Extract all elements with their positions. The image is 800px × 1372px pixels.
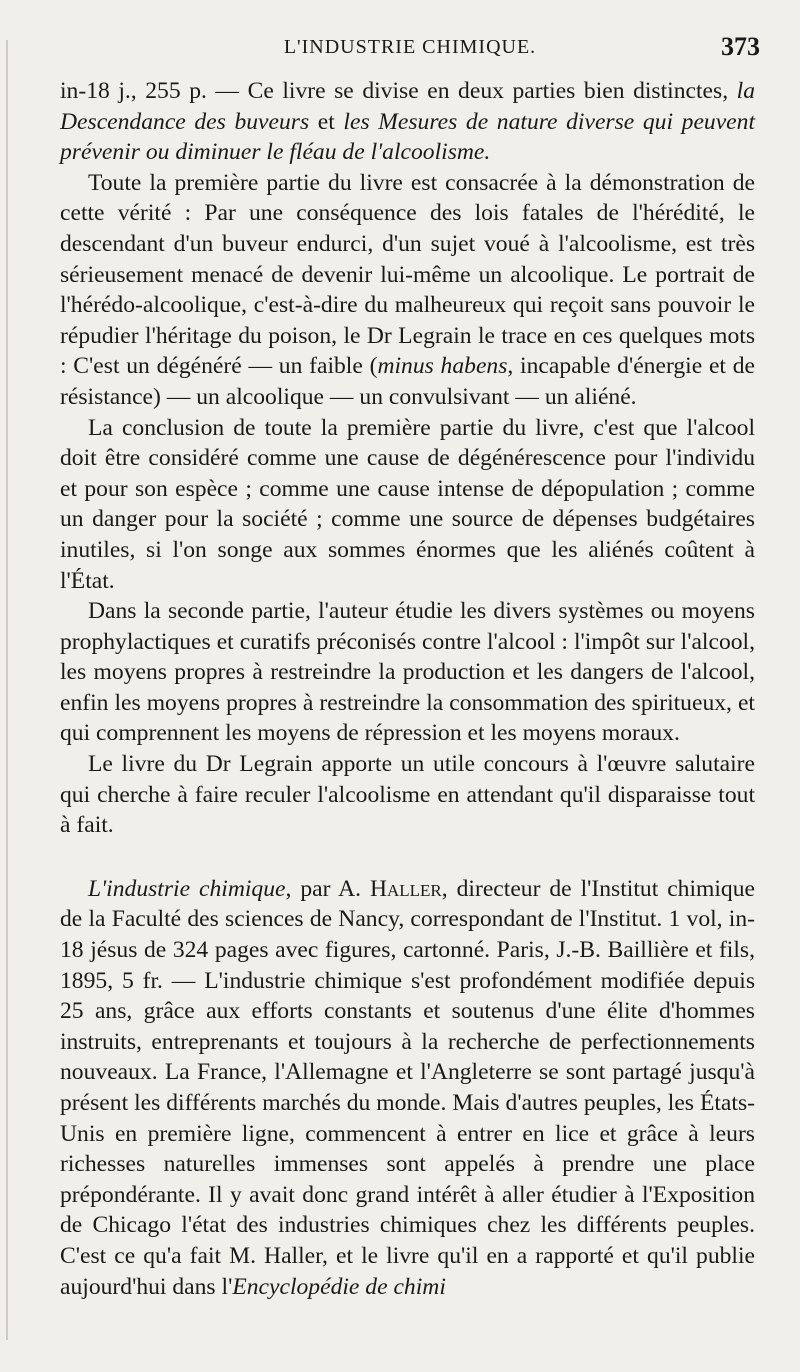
paragraph-2-text: Toute la première partie du livre est consacrée à la démonstration de cette vérité : Par une conséquence des lois fatales de l'hérédité, le descendant d'un buveur endurci, d'un sujet voué à l'alcoolisme, est très sérieusement menacé de devenir lui-même un alcoolique. Le portrait de l'hérédo-alcoolique, c'est-à-dire du malheureux qui reçoit sans pouvoir le répudier l'héritage du poison, le Dr Legrain le trace en ces quelques mots : C'est un dégénéré — un faible (: [60, 169, 755, 380]
paragraph-2: [60, 168, 755, 413]
paragraph-3: La conclusion de toute la première partie du livre, c'est que l'alcool doit être considéré comme une cause de dégénérescence pour l'individu et pour son espèce ; comme une cause intense de dépopulation ; comme un danger pour la société ; comme une source de dépenses budgétaires inutiles, si l'on songe aux sommes énormes que les aliénés coûtent à l'État.: [60, 414, 755, 594]
paragraph-1-conjunction: et: [309, 108, 344, 135]
encyclopedia-title: Encyclopédie de chimi: [232, 1273, 446, 1300]
paragraph-1-italic-title-2: les Mesures de nature diverse qui peuvent prévenir ou diminuer le fléau de l'alcoolisme.: [60, 108, 756, 166]
page-header: [60, 30, 760, 66]
paragraph-2-text-end: , incapable d'énergie et de résistance) — un alcoolique — un convulsivant — un aliéné.: [60, 353, 755, 410]
paragraph-5: Le livre du Dr Legrain apporte un utile concours à l'œuvre salutaire qui cherche à faire reculer l'alcoolisme en attendant qu'il disparaisse tout à fait.: [60, 751, 755, 839]
page-edge-shadow: [6, 40, 8, 1340]
review-industrie-chimique: [60, 874, 755, 1302]
review-par: , par A.: [285, 875, 370, 902]
section-gap: [60, 841, 755, 874]
paragraph-1-text: in-18 j., 255 p. — Ce livre se divise en deux parties bien distinctes,: [60, 78, 737, 104]
paragraph-2-italic: minus habens: [377, 353, 508, 380]
running-title: L'INDUSTRIE CHIMIQUE.: [283, 36, 537, 58]
author-name: Haller: [369, 875, 442, 902]
paragraph-1: [60, 76, 755, 168]
review-body: , directeur de l'Institut chimique de la Faculté des sciences de Nancy, correspondant de l'Institut. 1 vol, in-18 jésus de 324 pages avec figures, cartonné. Paris, J.-B. Baillière et fils, 1895, 5 fr. — L'industrie chimique s'est profondément modifiée depuis 25 ans, grâce aux efforts constants et soutenus d'une élite d'hommes instruits, entreprenants et toujours à la recherche de perfectionnements nouveaux. La France, l'Allemagne et l'Angleterre se sont partagé jusqu'à présent les différents marchés du monde. Mais d'autres peuples, les États-Unis en première ligne, commencent à entrer en lice et grâce à leurs richesses naturelles immenses sont appelés à prendre une place prépondérante. Il y avait donc grand intérêt à aller étudier à l'Exposition de Chicago l'état des industries chimiques chez les différents peuples. C'est ce qu'a fait M. Haller, et le livre qu'il en a rapporté et qu'il publie aujourd'hui dans l': [60, 875, 755, 1300]
paragraph-4: Dans la seconde partie, l'auteur étudie les divers systèmes ou moyens prophylactiques et curatifs préconisés contre l'alcool : l'impôt sur l'alcool, les moyens propres à restreindre la production et les dangers de l'alcool, enfin les moyens propres à restreindre la consommation des spiritueux, et qui comprennent les moyens de répression et les moyens moraux.: [60, 598, 755, 747]
body-text: [60, 76, 755, 1302]
paragraph-1-italic-title-1: la Descendance des buveurs: [60, 78, 755, 135]
page-number: 373: [721, 32, 760, 61]
book-title: L'industrie chimique: [88, 875, 286, 902]
